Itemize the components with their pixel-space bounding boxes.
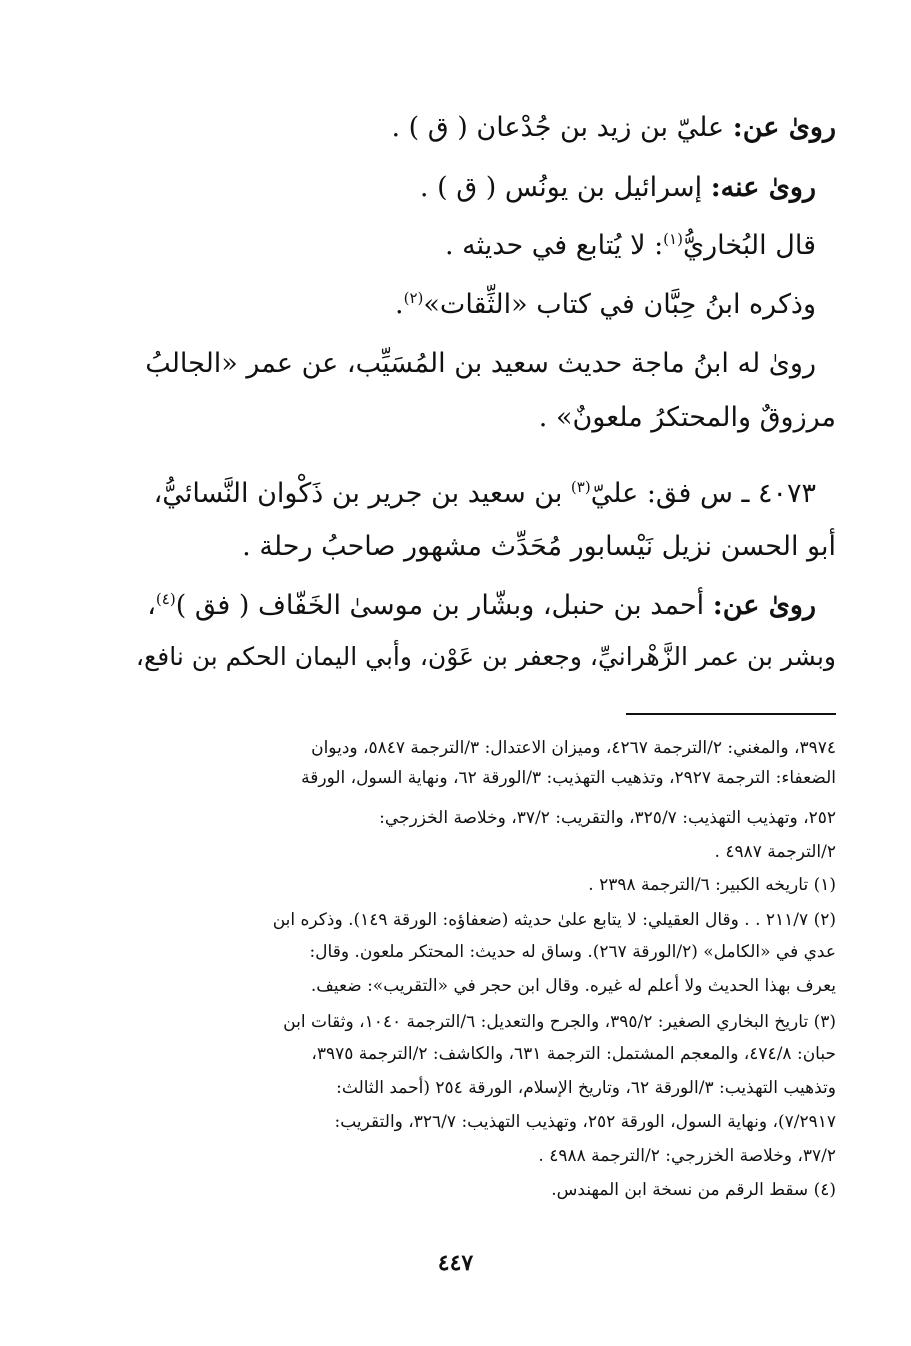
footnote-continuation-line-1: ٣٩٧٤، والمغني: ٢/الترجمة ٤٢٦٧، وميزان الاعتدال: ٣/الترجمة ٥٨٤٧، وديوان bbox=[311, 738, 836, 758]
bukhari-statement-end: : لا يُتابع في حديثه . bbox=[444, 230, 664, 261]
footnote-3-line-2: حبان: ٤٧٤/٨، والمعجم المشتمل: الترجمة ٦٣١، والكاشف: ٢/الترجمة ٣٩٧٥، bbox=[311, 1044, 836, 1064]
footnote-ref-4: (٤) bbox=[155, 590, 176, 608]
footnote-1: (١) تاريخه الكبير: ٦/الترجمة ٢٣٩٨ . bbox=[588, 875, 836, 895]
entry-heading-end: بن سعيد بن جرير بن ذَكْوان النَّسائيُّ، bbox=[153, 478, 571, 509]
narrated-from-label: روىٰ عن: bbox=[732, 112, 836, 143]
entry-narrated-from-text: أحمد بن حنبل، وبشّار بن موسىٰ الخَفّاف ( فق ) bbox=[175, 590, 713, 621]
entry-narrated-from-line bbox=[147, 590, 816, 621]
footnote-continuation-line-4: ٢/الترجمة ٤٩٨٧ . bbox=[714, 842, 836, 862]
ibn-hibban-end: . bbox=[395, 289, 404, 320]
footnote-2-line-1: (٢) ٢١١/٧ . . وقال العقيلي: لا يتابع علىٰ حديثه (ضعفاؤه: الورقة ١٤٩). وذكره ابن bbox=[272, 910, 836, 930]
page-number: ٤٤٧ bbox=[437, 1250, 474, 1276]
ibn-hibban-text: وذكره ابنُ حِبَّان في كتاب «الثِّقات» bbox=[423, 289, 816, 320]
footnote-separator bbox=[626, 713, 836, 715]
footnote-2-line-3: يعرف بهذا الحديث ولا أعلم له غيره. وقال ابن حجر في «التقريب»: ضعيف. bbox=[310, 976, 836, 996]
footnote-3-line-4: ٧/٢٩١٧)، ونهاية السول، الورقة ٢٥٢، وتهذيب التهذيب: ٣٢٦/٧، والتقريب: bbox=[334, 1112, 836, 1132]
narrated-from-text: عليّ بن زيد بن جُدْعان ( ق ) . bbox=[391, 112, 733, 143]
entry-description-line: أبو الحسن نزيل نَيْسابور مُحَدِّث مشهور صاحبُ رحلة . bbox=[242, 531, 836, 562]
entry-narrated-from-continued: وبشر بن عمر الزَّهْرانيِّ، وجعفر بن عَوْن، وأبي اليمان الحكم بن نافع، bbox=[135, 642, 836, 671]
footnote-ref-2: (٢) bbox=[403, 289, 424, 307]
footnote-3-line-3: وتذهيب التهذيب: ٣/الورقة ٦٢، وتاريخ الإسلام، الورقة ٢٥٤ (أحمد الثالث: bbox=[336, 1078, 836, 1098]
footnote-3-line-5: ٣٧/٢، وخلاصة الخزرجي: ٢/الترجمة ٤٩٨٨ . bbox=[538, 1146, 836, 1166]
entry-heading-start: ٤٠٧٣ ـ س فق: عليّ bbox=[590, 478, 816, 509]
footnote-ref-3: (٣) bbox=[570, 478, 591, 496]
entry-heading-line bbox=[154, 478, 816, 509]
footnote-3-line-1: (٣) تاريخ البخاري الصغير: ٣٩٥/٢، والجرح والتعديل: ٦/الترجمة ١٠٤٠، وثقات ابن bbox=[283, 1012, 836, 1032]
footnote-continuation-line-3: ٢٥٢، وتهذيب التهذيب: ٣٢٥/٧، والتقريب: ٣٧/٢، وخلاصة الخزرجي: bbox=[379, 808, 836, 828]
narrated-by-label: روىٰ عنه: bbox=[710, 172, 816, 203]
footnote-2-line-2: عدي في «الكامل» (٢/الورقة ٢٦٧). وساق له حديث: المحتكر ملعون. وقال: bbox=[309, 942, 836, 962]
narrated-by-line bbox=[420, 172, 816, 203]
entry-narrated-from-end: ، bbox=[147, 590, 156, 621]
bukhari-statement-line bbox=[445, 230, 816, 261]
footnote-continuation-line-2: الضعفاء: الترجمة ٢٩٢٧، وتذهيب التهذيب: ٣/الورقة ٦٢، ونهاية السول، الورقة bbox=[301, 768, 836, 788]
ibn-hibban-line bbox=[395, 289, 816, 320]
footnote-ref-1: (١) bbox=[663, 230, 683, 248]
ibn-majah-line-1: روىٰ له ابنُ ماجة حديث سعيد بن المُسَيِّب، عن عمر «الجالبُ bbox=[145, 348, 816, 379]
narrated-by-text: إسرائيل بن يونُس ( ق ) . bbox=[419, 172, 711, 203]
ibn-majah-line-2: مرزوقٌ والمحتكرُ ملعونٌ» . bbox=[538, 402, 836, 433]
entry-narrated-from-label: روىٰ عن: bbox=[712, 590, 816, 621]
footnote-4: (٤) سقط الرقم من نسخة ابن المهندس. bbox=[551, 1180, 836, 1200]
bukhari-statement-start: قال البُخاريُّ bbox=[682, 230, 816, 261]
narrated-from-line bbox=[391, 112, 836, 143]
